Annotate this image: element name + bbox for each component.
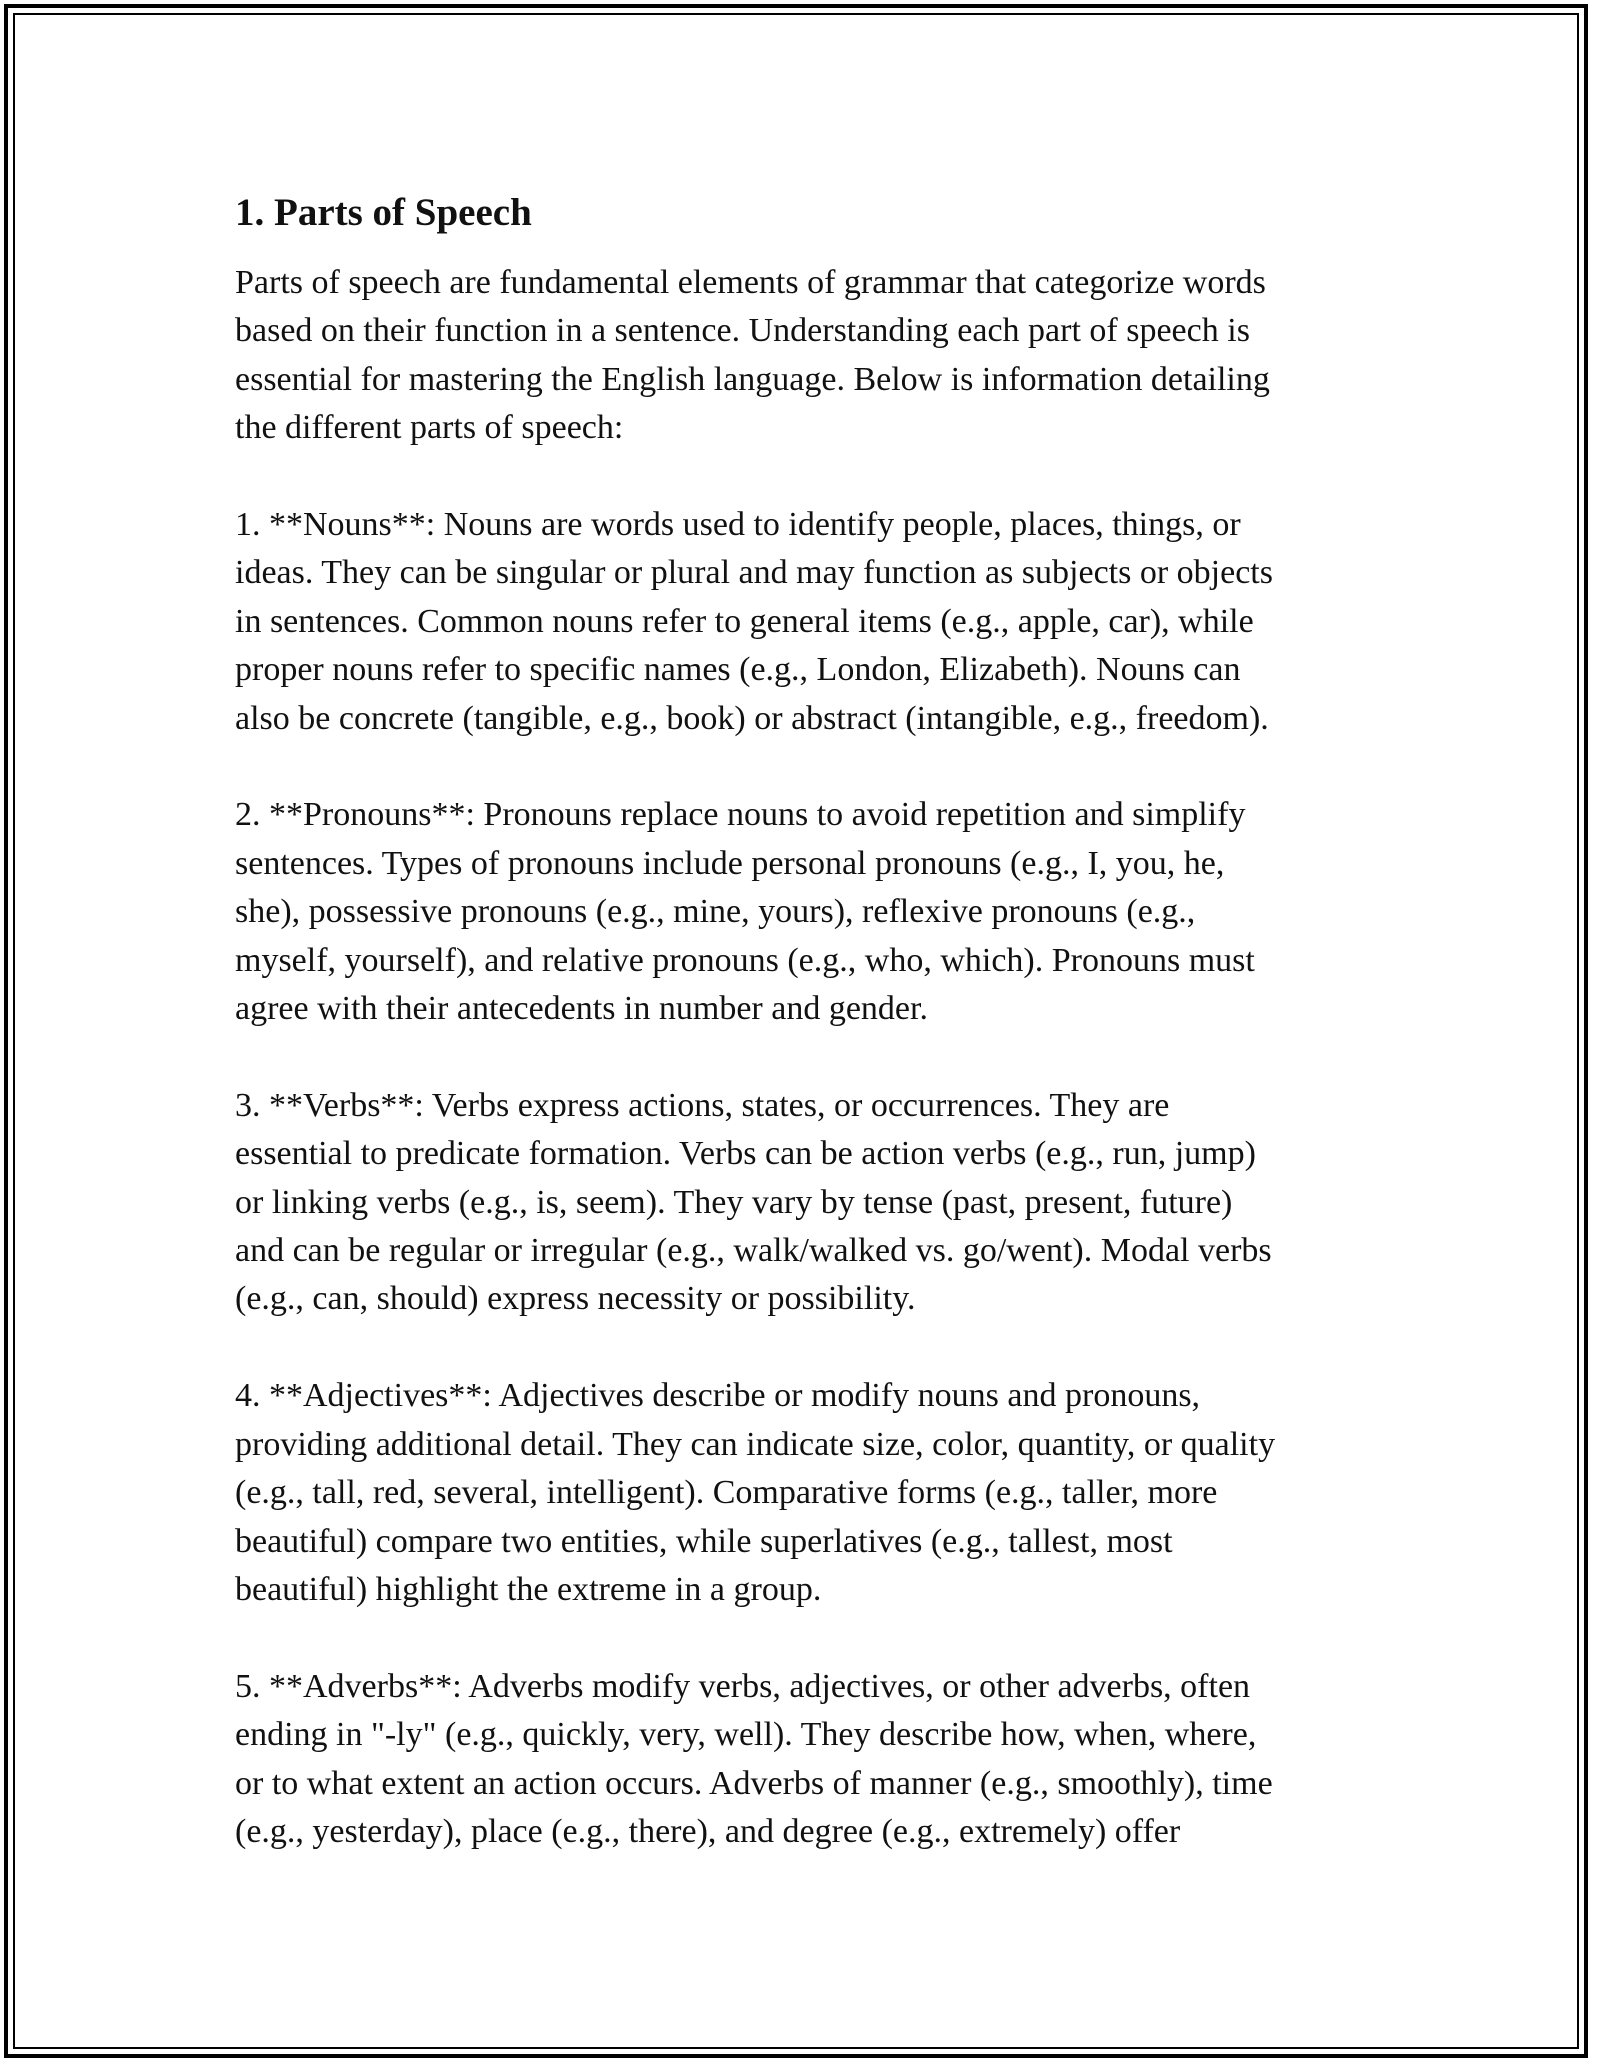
text-line: beautiful) compare two entities, while superlatives (e.g., tallest, most [235, 1522, 1173, 1560]
text-line: ending in "-ly" (e.g., quickly, very, well). They describe how, when, where, [235, 1716, 1257, 1754]
text-line: 5. **Adverbs**: Adverbs modify verbs, adjectives, or other adverbs, often [235, 1667, 1251, 1705]
adverbs-paragraph [235, 1663, 1385, 1857]
text-line: 4. **Adjectives**: Adjectives describe or modify nouns and pronouns, [235, 1377, 1201, 1415]
text-line: (e.g., yesterday), place (e.g., there), and degree (e.g., extremely) offer [235, 1812, 1181, 1850]
nouns-paragraph [235, 501, 1385, 743]
text-line: providing additional detail. They can indicate size, color, quantity, or quality [235, 1425, 1276, 1463]
verbs-paragraph [235, 1082, 1385, 1324]
text-line: myself, yourself), and relative pronouns (e.g., who, which). Pronouns must [235, 941, 1255, 979]
text-line: or to what extent an action occurs. Adverbs of manner (e.g., smoothly), time [235, 1764, 1273, 1802]
text-line: also be concrete (tangible, e.g., book) or abstract (intangible, e.g., freedom). [235, 699, 1269, 737]
document-body [235, 185, 1385, 1905]
text-line: the different parts of speech: [235, 409, 624, 447]
text-line: and can be regular or irregular (e.g., walk/walked vs. go/went). Modal verbs [235, 1232, 1272, 1270]
text-line: 2. **Pronouns**: Pronouns replace nouns to avoid repetition and simplify [235, 796, 1246, 834]
pronouns-paragraph [235, 791, 1385, 1033]
text-line: essential to predicate formation. Verbs can be action verbs (e.g., run, jump) [235, 1135, 1256, 1173]
text-line: sentences. Types of pronouns include personal pronouns (e.g., I, you, he, [235, 844, 1225, 882]
intro-paragraph [235, 259, 1385, 453]
adjectives-paragraph [235, 1372, 1385, 1614]
text-line: she), possessive pronouns (e.g., mine, yours), reflexive pronouns (e.g., [235, 893, 1196, 931]
text-line: (e.g., can, should) express necessity or possibility. [235, 1280, 916, 1318]
section-heading: 1. Parts of Speech [235, 191, 532, 234]
text-line: proper nouns refer to specific names (e.g., London, Elizabeth). Nouns can [235, 651, 1241, 689]
text-line: based on their function in a sentence. Understanding each part of speech is [235, 312, 1250, 350]
text-line: ideas. They can be singular or plural and may function as subjects or objects [235, 554, 1273, 592]
text-line: 3. **Verbs**: Verbs express actions, states, or occurrences. They are [235, 1086, 1170, 1124]
text-line: (e.g., tall, red, several, intelligent). Comparative forms (e.g., taller, more [235, 1474, 1218, 1512]
text-line: beautiful) highlight the extreme in a group. [235, 1570, 822, 1608]
text-line: in sentences. Common nouns refer to general items (e.g., apple, car), while [235, 602, 1254, 640]
text-line: agree with their antecedents in number and gender. [235, 990, 928, 1028]
text-line: or linking verbs (e.g., is, seem). They vary by tense (past, present, future) [235, 1183, 1233, 1221]
text-line: essential for mastering the English language. Below is information detailing [235, 360, 1270, 398]
text-line: Parts of speech are fundamental elements of grammar that categorize words [235, 264, 1266, 301]
text-line: 1. **Nouns**: Nouns are words used to identify people, places, things, or [235, 506, 1241, 544]
